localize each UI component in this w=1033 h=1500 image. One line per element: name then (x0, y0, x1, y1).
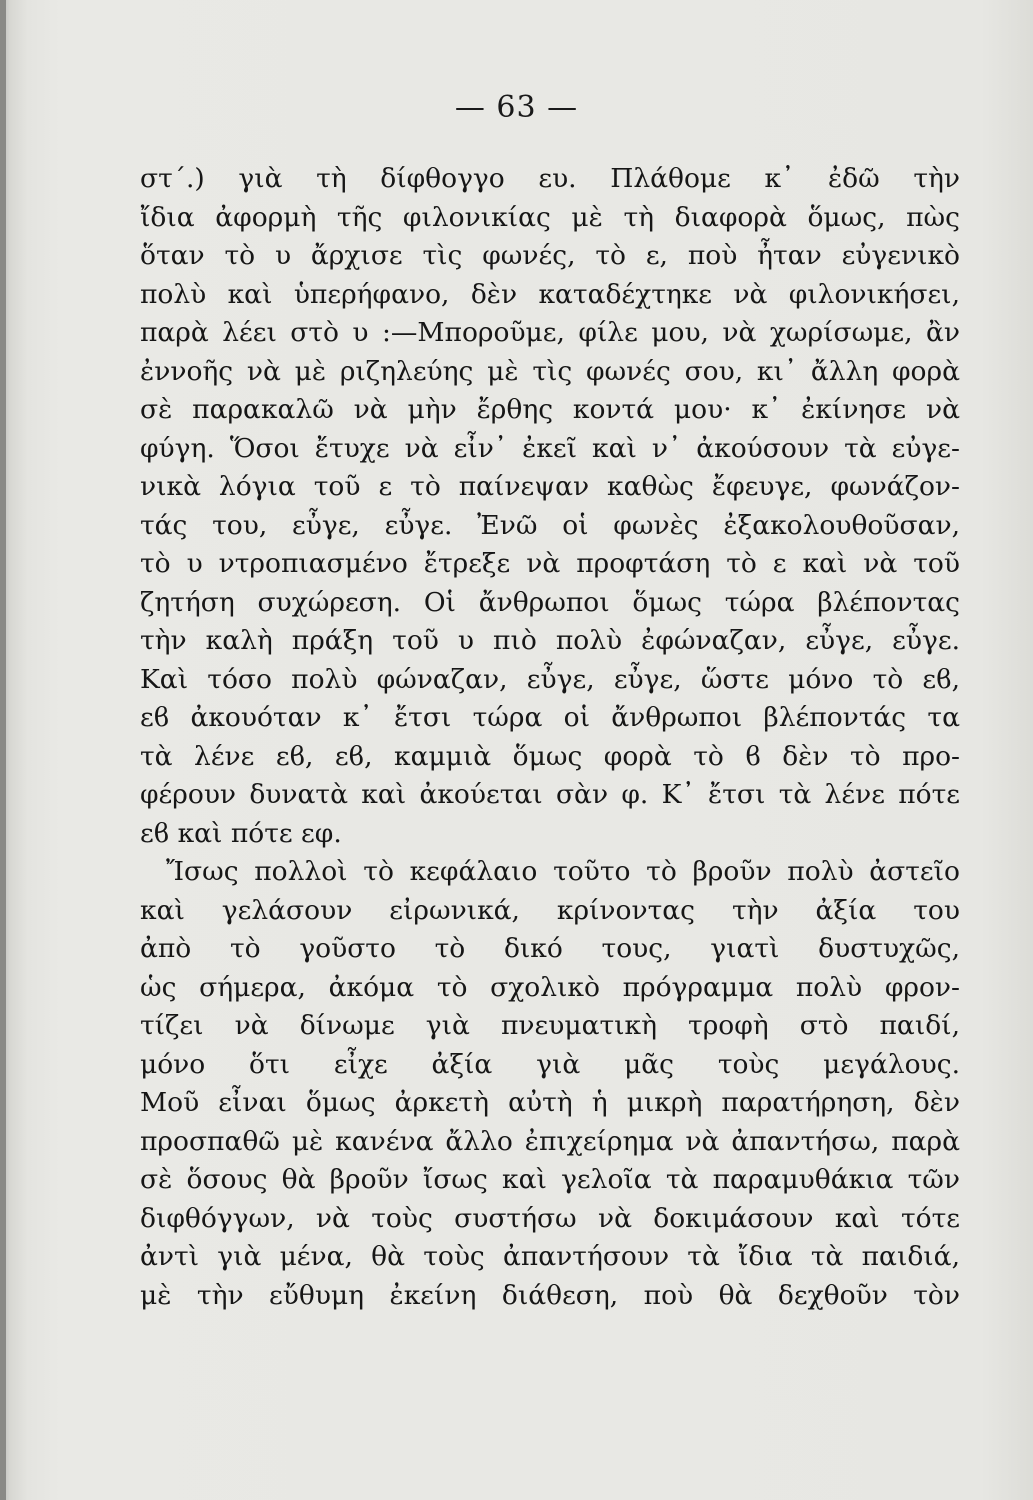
text-line: ὡς σήμερα, ἀκόμα τὸ σχολικὸ πρόγραμμα πολὺ φρον- (140, 971, 960, 1003)
text-line: τάς του, εὖγε, εὖγε. Ἐνῶ οἱ φωνὲς ἐξακολουθοῦσαν, (140, 509, 960, 541)
text-line: ἐννοῆς νὰ μὲ ριζηλεύης μὲ τὶς φωνές σου, κι᾿ ἄλλη φορὰ (140, 355, 960, 387)
text-line: εϐ ἀκουόταν κ᾿ ἔτσι τώρα οἱ ἄνθρωποι βλέποντάς τα (140, 702, 960, 733)
text-line: διφθόγγων, νὰ τοὺς συστήσω νὰ δοκιμάσουν καὶ τότε (140, 1202, 960, 1234)
text-line: ἴδια ἀφορμὴ τῆς φιλονικίας μὲ τὴ διαφορὰ ὅμως, πὼς (140, 201, 960, 233)
text-line: εϐ καὶ πότε εφ. (140, 817, 342, 849)
text-line: μὲ τὴν εὔθυμη ἐκείνη διάθεση, ποὺ θὰ δεχθοῦν τὸν (140, 1279, 960, 1311)
text-line: τὰ λένε εϐ, εϐ, καμμιὰ ὅμως φορὰ τὸ ϐ δὲν τὸ προ- (140, 740, 960, 772)
text-line: φέρουν δυνατὰ καὶ ἀκούεται σὰν φ. Κ᾿ ἔτσι τὰ λένε πότε (140, 779, 960, 810)
text-line: Καὶ τόσο πολὺ φώναζαν, εὖγε, εὖγε, ὥστε μόνο τὸ εϐ, (140, 663, 960, 695)
text-line: τὴν καλὴ πράξη τοῦ υ πιὸ πολὺ ἐφώναζαν, εὖγε, εὖγε. (140, 625, 960, 656)
text-line: πολὺ καὶ ὑπερήφανο, δὲν καταδέχτηκε νὰ φιλονικήσει, (140, 278, 960, 310)
text-line: φύγη. Ὅσοι ἔτυχε νὰ εἶν᾿ ἐκεῖ καὶ ν᾿ ἀκούσουν τὰ εὐγε- (140, 432, 960, 464)
text-line: μόνο ὅτι εἶχε ἀξία γιὰ μᾶς τοὺς μεγάλους. (140, 1048, 960, 1080)
text-line: ἀπὸ τὸ γοῦστο τὸ δικό τους, γιατὶ δυστυχῶς, (140, 933, 960, 964)
text-line: ἀντὶ γιὰ μένα, θὰ τοὺς ἀπαντήσουν τὰ ἴδια τὰ παιδιά, (140, 1241, 960, 1272)
text-line: ὅταν τὸ υ ἄρχισε τὶς φωνές, τὸ ε, ποὺ ἦταν εὐγενικὸ (140, 240, 960, 271)
text-line: νικὰ λόγια τοῦ ε τὸ παίνεψαν καθὼς ἔφευγε, φωνάζον- (140, 471, 960, 502)
text-line: σὲ ὅσους θὰ βροῦν ἴσως καὶ γελοῖα τὰ παραμυθάκια τῶν (140, 1164, 960, 1195)
text-line: τίζει νὰ δίνωμε γιὰ πνευματικὴ τροφὴ στὸ παιδί, (140, 1010, 960, 1041)
text-line: ζητήση συχώρεση. Οἱ ἄνθρωποι ὅμως τώρα βλέποντας (140, 586, 960, 618)
text-line: παρὰ λέει στὸ υ :—Μποροῦμε, φίλε μου, νὰ χωρίσωμε, ἂν (140, 317, 960, 348)
text-line: σὲ παρακαλῶ νὰ μὴν ἔρθης κοντά μου· κ᾿ ἐκίνησε νὰ (140, 394, 960, 425)
body-text (140, 160, 960, 1315)
page-number: — 63 — (454, 90, 579, 125)
text-line: τὸ υ ντροπιασμένο ἔτρεξε νὰ προφτάση τὸ ε καὶ νὰ τοῦ (140, 548, 960, 579)
text-line: Ἴσως πολλοὶ τὸ κεφάλαιο τοῦτο τὸ βροῦν πολὺ ἀστεῖο (166, 856, 960, 887)
text-line: καὶ γελάσουν εἰρωνικά, κρίνοντας τὴν ἀξία του (140, 894, 960, 926)
text-line: στ΄.) γιὰ τὴ δίφθογγο ευ. Πλάθομε κ᾿ ἐδῶ τὴν (140, 163, 960, 194)
page-spine-shadow (0, 0, 6, 1500)
text-line: προσπαθῶ μὲ κανένα ἄλλο ἐπιχείρημα νὰ ἀπαντήσω, παρὰ (140, 1125, 960, 1157)
text-line: Μοῦ εἶναι ὅμως ἀρκετὴ αὐτὴ ἡ μικρὴ παρατήρηση, δὲν (140, 1087, 960, 1118)
